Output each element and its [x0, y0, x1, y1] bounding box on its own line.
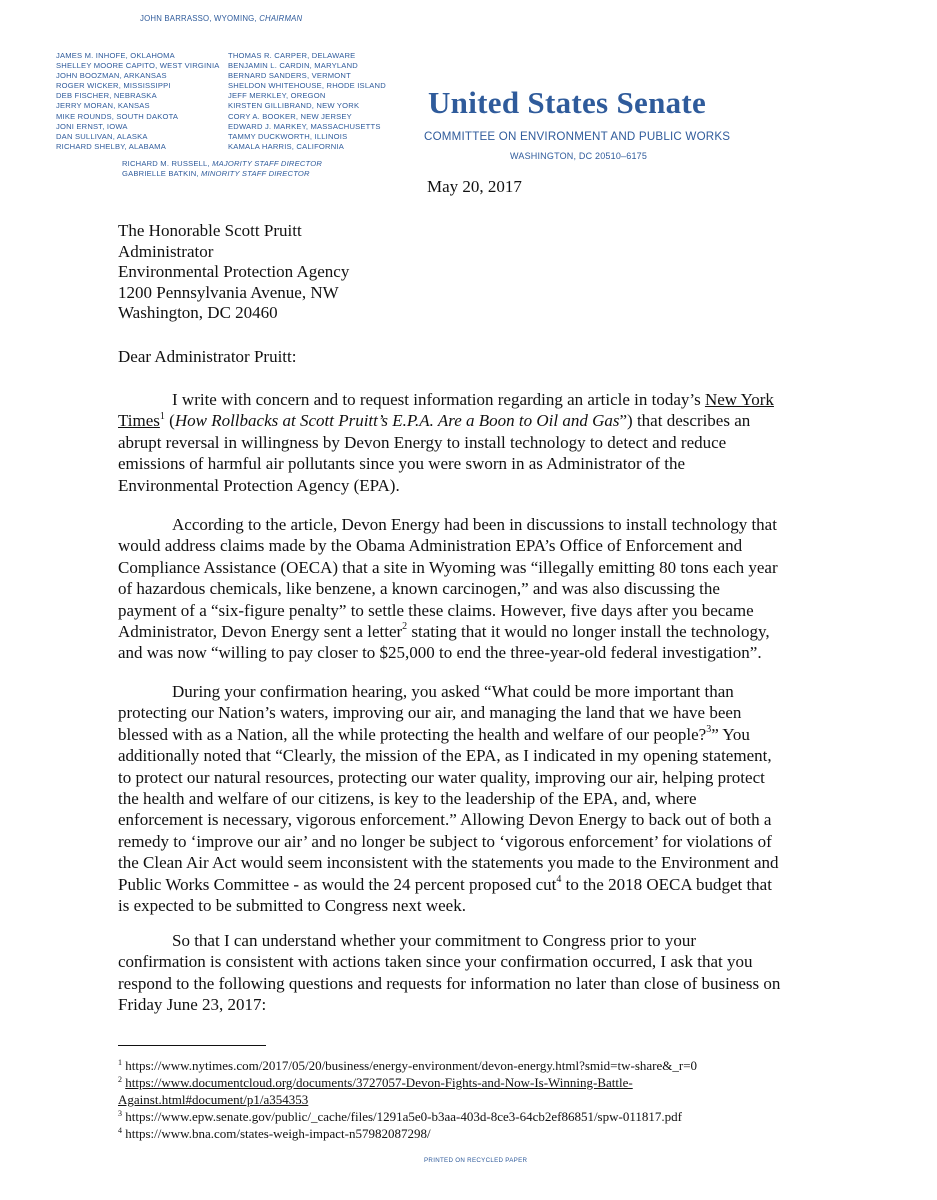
footnote-divider — [118, 1045, 266, 1046]
footnote-4 — [118, 1125, 697, 1142]
staff-name: RICHARD M. RUSSELL, — [122, 159, 210, 168]
footnote-2 — [118, 1074, 697, 1091]
staff-line — [122, 159, 322, 169]
chairman-line — [140, 14, 302, 24]
text-line: Compliance Assistance (OECA) that a site in Wyoming was “illegally emitting 80 tons each year — [118, 557, 778, 577]
footnote-link[interactable]: https://www.epw.senate.gov/public/_cache/files/1291a5e0-b3aa-403d-8ce3-64cb2ef86851/spw-011817.pdf — [125, 1109, 682, 1124]
footnote-link[interactable]: https://www.bna.com/states-weigh-impact-n57982087298/ — [125, 1126, 431, 1141]
body-paragraph-4 — [118, 930, 838, 1016]
body-paragraph-1 — [118, 389, 838, 496]
footnote-ref: 4 — [556, 874, 562, 885]
text-line: confirmation is consistent with actions taken since your confirmation occurred, I ask that you — [118, 952, 753, 972]
text-line: protecting our Nation’s waters, improving our air, and managing the land that we have been — [118, 703, 742, 723]
recipient-line: The Honorable Scott Pruitt — [118, 221, 302, 240]
staff-role: MAJORITY STAFF DIRECTOR — [212, 159, 323, 168]
chairman-title: CHAIRMAN — [259, 14, 303, 23]
staff-directors — [122, 159, 322, 179]
text-line: I write with concern and to request information regarding an article in today’s New York — [172, 390, 774, 409]
text-line: Administrator, Devon Energy sent a letter$^2$ stating that it would no longer install the technology, — [118, 621, 770, 642]
text-line: Public Works Committee - as would the 24 percent proposed cut$^4$ to the 2018 OECA budget that — [118, 874, 772, 894]
nyt-link[interactable]: New York — [704, 390, 774, 409]
text-line: Friday June 23, 2017: — [118, 995, 267, 1015]
text-line: Environmental Protection Agency (EPA). — [118, 475, 400, 495]
printed-on-recycled-paper: PRINTED ON RECYCLED PAPER — [424, 1157, 528, 1164]
footnote-link[interactable]: https://www.documentcloud.org/documents/3727057-Devon-Fights-and-Now-Is-Winning-Battle- — [125, 1075, 633, 1090]
member: KIRSTEN GILLIBRAND, NEW YORK — [228, 101, 360, 111]
footnote-ref: 2 — [402, 621, 408, 633]
member: EDWARD J. MARKEY, MASSACHUSETTS — [228, 121, 381, 131]
article-title: How Rollbacks at Scott Pruitt’s E.P.A. Are a Boon to Oil and Gas — [174, 411, 620, 431]
body-paragraph-3 — [118, 681, 838, 916]
letter-date: May 20, 2017 — [427, 177, 522, 196]
members-majority-list — [56, 51, 220, 152]
footnote-ref: 3 — [706, 724, 712, 736]
text-line: emissions of harmful air pollutants since you were sworn in as Administrator of the — [118, 454, 686, 474]
member: DEB FISCHER, NEBRASKA — [56, 91, 157, 101]
footnotes — [118, 1057, 697, 1142]
member: THOMAS R. CARPER, DELAWARE — [228, 51, 356, 60]
salutation: Dear Administrator Pruitt: — [118, 347, 297, 366]
text-line: During your confirmation hearing, you asked “What could be more important than — [172, 682, 734, 701]
footnote-number: 2 — [118, 1074, 122, 1084]
text-line: would address claims made by the Obama Administration EPA’s Office of Enforcement and — [118, 536, 743, 556]
member: JONI ERNST, IOWA — [56, 121, 128, 131]
body-paragraph-2 — [118, 514, 838, 664]
text-line: payment of a “six-figure penalty” to settle these claims. However, five days after you became — [118, 600, 754, 620]
footnote-1 — [118, 1057, 697, 1074]
member: JAMES M. INHOFE, OKLAHOMA — [56, 51, 175, 60]
member: JOHN BOOZMAN, ARKANSAS — [56, 71, 167, 81]
member: RICHARD SHELBY, ALABAMA — [56, 141, 166, 151]
member: KAMALA HARRIS, CALIFORNIA — [228, 141, 344, 151]
member: CORY A. BOOKER, NEW JERSEY — [228, 111, 352, 121]
staff-name: GABRIELLE BATKIN, — [122, 169, 199, 179]
staff-role: MINORITY STAFF DIRECTOR — [201, 169, 310, 179]
recipient-address — [118, 221, 349, 324]
member: TAMMY DUCKWORTH, ILLINOIS — [228, 131, 348, 141]
footnote-link[interactable]: https://www.nytimes.com/2017/05/20/business/energy-environment/devon-energy.html?smid=tw-share&_r=0 — [125, 1058, 698, 1073]
footnote-ref: 1 — [159, 410, 165, 422]
committee-name: COMMITTEE ON ENVIRONMENT AND PUBLIC WORKS — [424, 130, 731, 143]
recipient-line: Environmental Protection Agency — [118, 262, 350, 281]
text-line: According to the article, Devon Energy had been in discussions to install technology that — [172, 515, 777, 534]
recipient-line: Washington, DC 20460 — [118, 303, 278, 322]
senate-title: United States Senate — [428, 85, 707, 120]
member: SHELDON WHITEHOUSE, RHODE ISLAND — [228, 81, 386, 91]
text-line: the health and welfare of our citizens, is key to the leadership of the EPA, and, where — [118, 789, 697, 809]
footnote-number: 3 — [118, 1108, 122, 1118]
member: SHELLEY MOORE CAPITO, WEST VIRGINIA — [56, 61, 220, 71]
text-line: enforcement is necessary, vigorous enforcement.” Allowing Devon Energy to back out of both a — [118, 810, 772, 830]
text-line: is expected to be submitted to Congress next week. — [118, 896, 466, 916]
nyt-link[interactable]: Times — [118, 411, 160, 431]
footnote-2-cont — [118, 1091, 697, 1108]
staff-line — [122, 169, 322, 179]
footnote-number: 1 — [118, 1057, 122, 1067]
text-line: abrupt reversal in willingness by Devon Energy to install technology to detect and reduce — [118, 432, 727, 452]
text-line: additionally noted that “Clearly, the mission of the EPA, as I indicated in my opening statement, — [118, 746, 772, 766]
text-line: respond to the following questions and requests for information no later than close of business on — [118, 973, 781, 993]
member: JEFF MERKLEY, OREGON — [228, 91, 326, 101]
text-line: the Clean Air Act would seem inconsistent with the statements you made to the Environment and — [118, 853, 779, 873]
member: DAN SULLIVAN, ALASKA — [56, 131, 148, 141]
members-minority-list — [228, 51, 386, 152]
committee-address: WASHINGTON, DC 20510–6175 — [510, 151, 648, 161]
recipient-line: 1200 Pennsylvania Avenue, NW — [118, 282, 339, 302]
footnote-link[interactable]: Against.html#document/p1/a354353 — [118, 1092, 309, 1107]
member: MIKE ROUNDS, SOUTH DAKOTA — [56, 111, 179, 121]
member: ROGER WICKER, MISSISSIPPI — [56, 81, 171, 91]
text-line: blessed with as a Nation, all the while protecting the health and welfare of our people?$^3$” You — [118, 724, 750, 744]
text-line: Times$^1$ (How Rollbacks at Scott Pruitt’s E.P.A. Are a Boon to Oil and Gas”) that describes an — [118, 410, 751, 431]
member: JERRY MORAN, KANSAS — [56, 101, 150, 111]
text-line: So that I can understand whether your commitment to Congress prior to your — [172, 931, 697, 950]
text-line: of hazardous chemicals, like benzene, a known carcinogen,” and was also discussing the — [118, 579, 720, 599]
recipient-line: Administrator — [118, 241, 214, 261]
footnote-number: 4 — [118, 1125, 122, 1135]
member: BENJAMIN L. CARDIN, MARYLAND — [228, 61, 358, 71]
footnote-3 — [118, 1108, 697, 1125]
chairman-name: JOHN BARRASSO, WYOMING, — [140, 14, 257, 23]
text-line: remedy to ‘improve our air’ and no longer be subject to ‘vigorous enforcement’ for violations of — [118, 831, 772, 851]
text-line: and was now “willing to pay closer to $25,000 to end the three-year-old federal investigation”. — [118, 643, 762, 663]
text-line: to protect our natural resources, protecting our water quality, improving our air, helping protect — [118, 767, 765, 787]
member: BERNARD SANDERS, VERMONT — [228, 71, 351, 81]
